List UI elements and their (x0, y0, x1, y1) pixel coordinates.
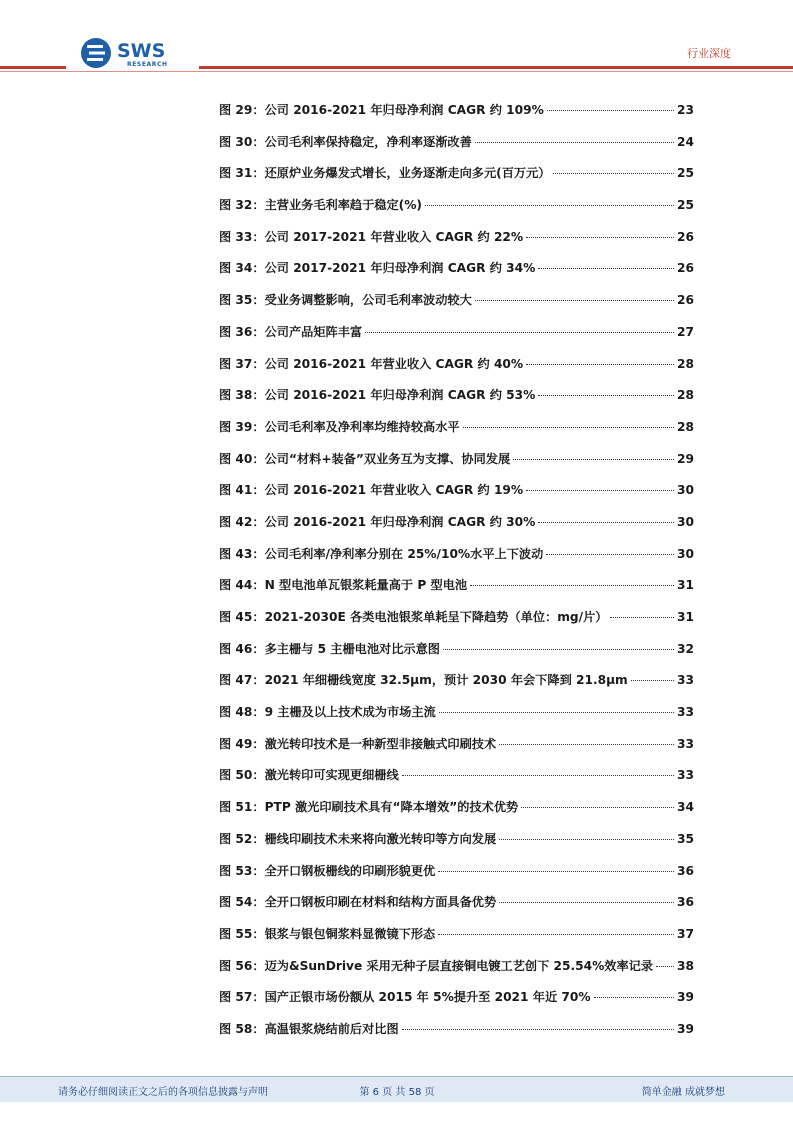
toc-entry-title[interactable]: 图 41：公司 2016-2021 年营业收入 CAGR 约 19% (219, 483, 524, 498)
toc-entry-page-number[interactable]: 39 (677, 990, 694, 1005)
header-divider-thin (0, 71, 793, 72)
toc-dot-leader (547, 110, 674, 111)
toc-entry-page-number[interactable]: 33 (677, 705, 694, 720)
toc-entry-title[interactable]: 图 35：受业务调整影响，公司毛利率波动较大 (219, 293, 472, 308)
toc-entry[interactable] (219, 729, 694, 761)
toc-entry-page-number[interactable]: 31 (677, 610, 694, 624)
toc-entry-title[interactable]: 图 30：公司毛利率保持稳定，净利率逐渐改善 (219, 134, 472, 149)
toc-entry[interactable] (219, 602, 694, 634)
toc-dot-leader (443, 649, 674, 650)
toc-dot-leader (499, 839, 674, 840)
toc-entry-title[interactable]: 图 34：公司 2017-2021 年归母净利润 CAGR 约 34% (219, 261, 536, 276)
toc-entry-page-number[interactable]: 28 (677, 419, 694, 434)
toc-entry[interactable] (219, 824, 694, 856)
toc-dot-leader (594, 997, 674, 998)
toc-dot-leader (499, 902, 674, 903)
toc-entry[interactable] (219, 919, 694, 951)
toc-entry-page-number[interactable]: 31 (677, 578, 694, 593)
toc-entry[interactable] (219, 95, 694, 127)
toc-entry[interactable] (219, 475, 694, 507)
toc-dot-leader (526, 490, 674, 491)
toc-dot-leader (475, 300, 674, 301)
toc-entry-title[interactable]: 图 48：9 主栅及以上技术成为市场主流 (219, 705, 436, 720)
toc-entry-title[interactable]: 图 40：公司“材料+装备”双业务互为支撑、协同发展 (219, 451, 511, 466)
toc-entry[interactable] (219, 127, 694, 159)
toc-entry[interactable] (219, 951, 694, 983)
toc-entry-title[interactable]: 图 52：栅线印刷技术未来将向激光转印等方向发展 (219, 831, 497, 846)
header-divider-right (199, 66, 793, 69)
toc-entry[interactable] (219, 982, 694, 1014)
toc-dot-leader (526, 237, 674, 238)
toc-entry-title[interactable]: 图 31：还原炉业务爆发式增长，业务逐渐走向多元(百万元） (219, 166, 551, 181)
toc-entry[interactable] (219, 412, 694, 444)
toc-entry[interactable] (219, 697, 694, 729)
toc-entry[interactable] (219, 507, 694, 539)
toc-entry-page-number[interactable]: 30 (677, 483, 694, 498)
toc-entry-title[interactable]: 图 45：2021-2030E 各类电池银浆单耗呈下降趋势（单位：mg/片） (219, 610, 608, 624)
toc-entry-page-number[interactable]: 30 (677, 514, 694, 529)
header-divider-left (0, 66, 66, 69)
toc-entry[interactable] (219, 253, 694, 285)
toc-dot-leader (521, 807, 674, 808)
toc-dot-leader (546, 554, 674, 555)
toc-dot-leader (610, 617, 674, 618)
toc-entry-page-number[interactable]: 28 (677, 356, 694, 371)
footer-page-number: 第 6 页 共 58 页 (359, 1087, 435, 1098)
toc-entry-title[interactable]: 图 39：公司毛利率及净利率均维持较高水平 (219, 419, 460, 434)
toc-entry-page-number[interactable]: 35 (677, 831, 694, 846)
toc-entry[interactable] (219, 190, 694, 222)
toc-entry-page-number[interactable]: 25 (677, 198, 694, 213)
logo-wordmark: SWS (117, 40, 166, 62)
footer-disclaimer: 请务必仔细阅读正文之后的各项信息披露与声明 (58, 1087, 268, 1098)
toc-entry-page-number[interactable]: 37 (677, 926, 694, 941)
toc-entry-page-number[interactable]: 28 (677, 388, 694, 403)
toc-entry[interactable] (219, 158, 694, 190)
toc-dot-leader (402, 1029, 674, 1030)
toc-entry-title[interactable]: 图 49：激光转印技术是一种新型非接触式印刷技术 (219, 736, 497, 751)
toc-entry-title[interactable]: 图 43：公司毛利率/净利率分别在 25%/10%水平上下波动 (219, 546, 544, 561)
toc-entry-page-number[interactable]: 26 (677, 229, 694, 244)
toc-entry[interactable] (219, 570, 694, 602)
toc-entry[interactable] (219, 760, 694, 792)
toc-dot-leader (425, 205, 674, 206)
toc-entry-title[interactable]: 图 36：公司产品矩阵丰富 (219, 324, 363, 339)
footer-divider (0, 1076, 793, 1077)
page-header (0, 0, 793, 80)
toc-entry-page-number[interactable]: 36 (677, 863, 694, 878)
footer-slogan: 简单金融 成就梦想 (641, 1087, 725, 1098)
toc-entry-page-number[interactable]: 33 (677, 736, 694, 751)
toc-dot-leader (631, 680, 674, 681)
toc-entry-title[interactable]: 图 51：PTP 激光印刷技术具有“降本增效”的技术优势 (219, 800, 519, 815)
sws-logo (80, 35, 200, 71)
toc-entry[interactable] (219, 792, 694, 824)
report-category-label: 行业深度 (687, 47, 731, 60)
toc-entry-page-number[interactable]: 32 (677, 641, 694, 656)
toc-entry[interactable] (219, 285, 694, 317)
toc-dot-leader (538, 395, 674, 396)
toc-entry[interactable] (219, 1014, 694, 1046)
toc-entry-title[interactable]: 图 42：公司 2016-2021 年归母净利润 CAGR 约 30% (219, 514, 536, 529)
toc-dot-leader (439, 712, 674, 713)
toc-dot-leader (526, 364, 674, 365)
toc-entry-page-number[interactable]: 36 (677, 895, 694, 910)
toc-entry[interactable] (219, 317, 694, 349)
toc-entry-page-number[interactable]: 33 (677, 768, 694, 783)
toc-entry[interactable] (219, 856, 694, 888)
toc-dot-leader (470, 585, 674, 586)
toc-dot-leader (538, 522, 674, 523)
toc-entry-page-number[interactable]: 39 (677, 1021, 694, 1036)
toc-dot-leader (402, 775, 674, 776)
toc-dot-leader (438, 934, 674, 935)
toc-entry[interactable] (219, 444, 694, 476)
toc-entry-page-number[interactable]: 26 (677, 293, 694, 308)
toc-entry[interactable] (219, 380, 694, 412)
toc-entry-title[interactable]: 图 57：国产正银市场份额从 2015 年 5%提升至 2021 年近 70% (219, 990, 591, 1005)
toc-entry-title[interactable]: 图 55：银浆与银包铜浆料显微镜下形态 (219, 926, 436, 941)
toc-entry-title[interactable]: 图 32：主营业务毛利率趋于稳定(%) (219, 198, 422, 213)
toc-dot-leader (475, 142, 674, 143)
figure-table-of-contents (219, 95, 694, 1046)
toc-entry-title[interactable]: 图 33：公司 2017-2021 年营业收入 CAGR 约 22% (219, 229, 524, 244)
toc-entry[interactable] (219, 539, 694, 571)
toc-entry[interactable] (219, 222, 694, 254)
toc-entry[interactable] (219, 634, 694, 666)
toc-entry-page-number[interactable]: 34 (677, 800, 694, 815)
toc-entry-title[interactable]: 图 44：N 型电池单瓦银浆耗量高于 P 型电池 (219, 578, 468, 593)
toc-entry-page-number[interactable]: 30 (677, 546, 694, 561)
toc-entry-title[interactable]: 图 53：全开口钢板栅线的印刷形貌更优 (219, 863, 436, 878)
toc-entry-title[interactable]: 图 50：激光转印可实现更细栅线 (219, 768, 399, 783)
toc-entry-page-number[interactable]: 25 (677, 166, 694, 181)
toc-entry[interactable] (219, 665, 694, 697)
toc-dot-leader (513, 459, 674, 460)
logo-subtext: RESEARCH (127, 61, 168, 68)
toc-entry-title[interactable]: 图 47：2021 年细栅线宽度 32.5μm，预计 2030 年会下降到 21.8μm (219, 673, 628, 688)
toc-entry-page-number[interactable]: 38 (677, 958, 694, 973)
sws-logo-mark-icon (80, 35, 200, 71)
toc-entry-title[interactable]: 图 58：高温银浆烧结前后对比图 (219, 1021, 399, 1036)
toc-entry-title[interactable]: 图 54：全开口钢板印刷在材料和结构方面具备优势 (219, 895, 497, 910)
toc-dot-leader (656, 966, 674, 967)
toc-entry[interactable] (219, 349, 694, 381)
toc-entry-title[interactable]: 图 37：公司 2016-2021 年营业收入 CAGR 约 40% (219, 356, 524, 371)
toc-dot-leader (365, 332, 674, 333)
toc-entry-page-number[interactable]: 24 (677, 134, 694, 149)
toc-entry-page-number[interactable]: 33 (677, 673, 694, 688)
toc-dot-leader (499, 744, 674, 745)
toc-entry-page-number[interactable]: 27 (677, 324, 694, 339)
toc-dot-leader (538, 268, 674, 269)
toc-entry-page-number[interactable]: 26 (677, 261, 694, 276)
toc-entry[interactable] (219, 887, 694, 919)
toc-entry-title[interactable]: 图 38：公司 2016-2021 年归母净利润 CAGR 约 53% (219, 388, 536, 403)
toc-entry-title[interactable]: 图 46：多主栅与 5 主栅电池对比示意图 (219, 641, 440, 656)
toc-entry-title[interactable]: 图 29：公司 2016-2021 年归母净利润 CAGR 约 109% (219, 103, 544, 117)
toc-entry-page-number[interactable]: 23 (677, 103, 694, 117)
toc-entry-page-number[interactable]: 29 (677, 451, 694, 466)
toc-dot-leader (438, 871, 674, 872)
toc-entry-title[interactable]: 图 56：迈为&SunDrive 采用无种子层直接铜电镀工艺创下 25.54%效率记录 (219, 958, 654, 973)
toc-dot-leader (553, 173, 674, 174)
toc-dot-leader (463, 427, 674, 428)
